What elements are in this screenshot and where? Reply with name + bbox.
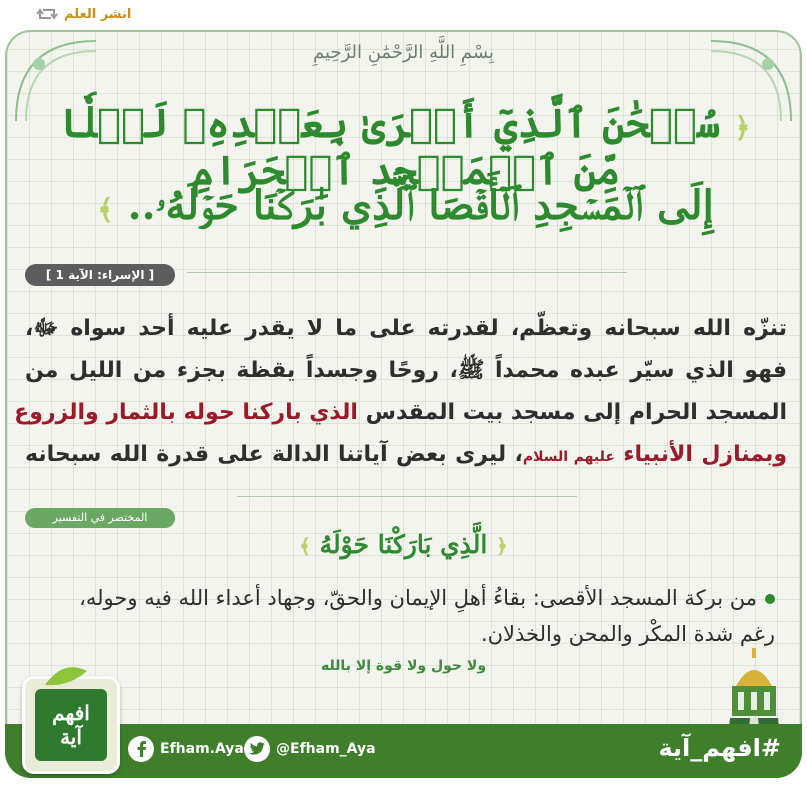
closing-phrase: ولا حول ولا قوة إلا بالله <box>320 658 487 674</box>
share-button[interactable] <box>36 5 131 23</box>
verse-text: إِلَى ٱلۡمَسۡجِدِ ٱلۡأَقۡصَا ٱلَّذِي بَٰرَكۡنَا حَوۡلَهُۥ.. <box>127 182 714 229</box>
tafsir-line: تنزّه الله سبحانه وتعظّم، لقدرته على ما لا يقدر عليه أحد سواه ﷻ، <box>25 316 787 341</box>
brand-line: آية <box>60 725 82 749</box>
content-card <box>5 30 802 778</box>
twitter-handle: @Efham_Aya <box>276 741 376 757</box>
key-phrase <box>7 530 800 559</box>
benefit-point <box>47 580 775 652</box>
key-phrase-text: الَّذِي بَارَكْنَا حَوْلَهُ <box>319 530 488 559</box>
share-label: انشر العلم <box>64 6 132 22</box>
divider <box>187 272 627 273</box>
verse-line-2 <box>47 182 764 229</box>
brand-logo <box>22 676 120 774</box>
verse-bracket-icon: ﴾ <box>97 193 114 226</box>
leaf-icon <box>43 665 89 689</box>
share-bar <box>0 0 807 30</box>
verse-text: سُبۡحَٰنَ ٱلَّذِيٓ أَسۡرَىٰ بِعَبۡدِهِۦ لَيۡلٗا مِّنَ ٱلۡمَسۡجِدِ ٱلۡحَرَامِ <box>60 100 721 194</box>
tafsir-segment: المسجد الحرام إلى مسجد بيت المقدس <box>357 400 787 425</box>
verse-bracket-icon: ﴾ <box>299 534 311 558</box>
verse-line-1 <box>47 100 764 194</box>
tafsir-line <box>14 392 787 434</box>
facebook-handle: Efham.Aya <box>160 741 244 757</box>
hashtag: #افهم_آية <box>658 734 781 762</box>
tafsir-source: المختصر في التفسير <box>25 508 175 528</box>
tafsir-highlight: الذي باركنا حوله بالثمار والزروع <box>14 400 358 425</box>
tafsir-segment: ، ليرى بعض آياتنا الدالة على قدرة الله سبحانه <box>25 442 523 467</box>
tafsir-honorific: عليهم السلام <box>522 449 615 465</box>
verse-bracket-icon: ﴿ <box>734 111 751 144</box>
brand-line: افهم <box>52 701 90 725</box>
repost-icon <box>36 5 58 23</box>
facebook-icon <box>128 736 154 762</box>
benefit-text: من بركة المسجد الأقصى: بقاءُ أهلِ الإيمان والحقّ، وجهاد أعداء الله فيه وحوله، رغم شدة المكْر والمحن والخذلان. <box>79 586 775 646</box>
brand-mark <box>35 689 107 761</box>
bullet-icon <box>765 594 775 604</box>
twitter-link[interactable] <box>244 736 376 762</box>
tafsir-text <box>14 308 788 478</box>
facebook-link[interactable] <box>128 736 244 762</box>
tafsir-line <box>25 434 787 478</box>
tafsir-highlight: وبمنازل الأنبياء <box>614 442 788 467</box>
basmala: بِسْمِ اللَّهِ الرَّحْمَٰنِ الرَّحِيمِ <box>313 42 494 63</box>
verse-bracket-icon: ﴿ <box>496 534 508 558</box>
divider <box>237 496 577 497</box>
verse-reference: [ الإسراء: الآية 1 ] <box>25 264 175 286</box>
tafsir-line: فهو الذي سيّر عبده محمداً ﷺ، روحًا وجسداً يقظة بجزء من الليل من <box>25 358 787 383</box>
twitter-icon <box>244 736 270 762</box>
